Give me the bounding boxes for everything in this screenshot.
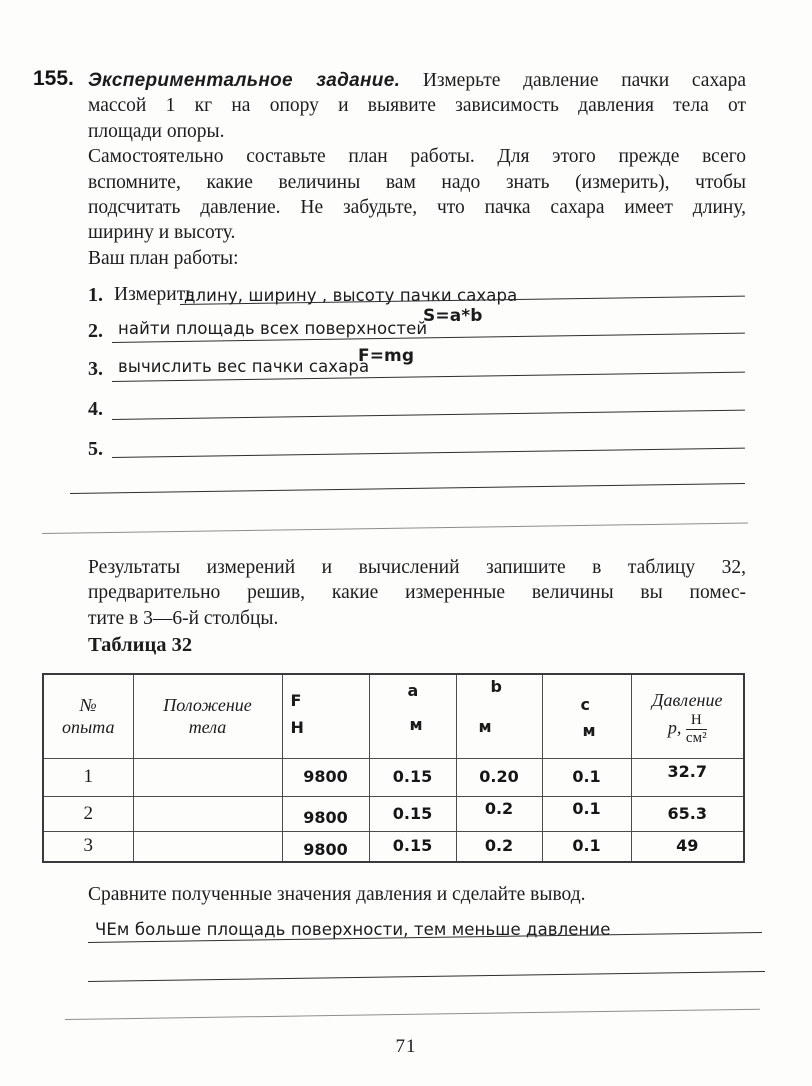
paragraph-text: Измерьте давление пачки сахара — [422, 70, 746, 91]
plan-item-4-number: 4. — [88, 398, 103, 420]
plan-item-2-number: 2. — [88, 320, 103, 342]
plan-item-3-formula: F=mg — [358, 346, 415, 366]
header-unit: м — [478, 717, 492, 736]
cell-force: 9800 — [303, 807, 348, 827]
answer-line — [112, 448, 745, 458]
header-pressure — [631, 674, 744, 758]
paragraph-line: массой 1 кг на опору и выявите зависимость давления тела от — [88, 95, 746, 117]
pressure-unit — [632, 713, 744, 746]
cell-experiment-number: 2 — [43, 796, 133, 831]
header-quantity-letter: a — [407, 681, 419, 700]
header-unit: м — [582, 721, 596, 740]
table-row — [43, 831, 744, 862]
fraction-numerator: Н — [686, 713, 707, 730]
cell-a: 0.15 — [392, 767, 433, 786]
header-text: тела — [188, 717, 227, 738]
header-quantity-letter: b — [490, 677, 502, 696]
answer-line — [112, 410, 745, 420]
cell-force: 9800 — [303, 840, 348, 860]
cell-experiment-number: 1 — [43, 758, 133, 796]
table-row — [43, 796, 744, 831]
header-body-position — [133, 674, 282, 758]
table-header-row — [43, 674, 744, 758]
header-length-a — [369, 674, 456, 758]
paragraph-line: подсчитать давление. Не забудьте, что пачка сахара имеет длину, — [88, 196, 746, 218]
cell-pressure: 49 — [676, 836, 699, 856]
page-number: 71 — [395, 1036, 417, 1057]
cell-a: 0.15 — [392, 836, 433, 856]
paragraph-line: Ваш план работы: — [88, 247, 239, 269]
header-text: № — [79, 695, 97, 716]
paragraph-line: площади опоры. — [88, 120, 225, 142]
plan-item-5-number: 5. — [88, 438, 103, 460]
answer-line — [70, 483, 745, 494]
header-quantity-letter: c — [580, 695, 590, 714]
pressure-symbol: p, — [667, 717, 682, 738]
paragraph-line: предварительно решив, какие измеренные величины вы помес- — [88, 582, 746, 604]
header-width-b — [456, 674, 542, 758]
cell-c: 0.1 — [572, 767, 601, 786]
paragraph-line: Результаты измерений и вычислений запишите в таблицу 32, — [88, 557, 746, 578]
cell-body-position — [133, 831, 282, 862]
task-title: Экспериментальное задание. — [88, 70, 401, 91]
cell-a: 0.15 — [392, 803, 433, 823]
answer-line — [42, 523, 748, 534]
plan-item-1-answer: длину, ширину , высоту пачки сахара — [184, 286, 518, 305]
task-number: 155. — [33, 67, 74, 90]
plan-item-1-number: 1. — [88, 284, 103, 306]
cell-body-position — [133, 758, 282, 796]
paragraph-line: тите в 3—6-й столбцы. — [88, 607, 279, 629]
header-unit: Н — [290, 718, 304, 737]
cell-b: 0.2 — [484, 836, 514, 856]
results-table — [42, 673, 745, 863]
table-row — [43, 758, 744, 796]
plan-item-3-answer: вычислить вес пачки сахара — [118, 357, 370, 376]
table-caption: Таблица 32 — [88, 634, 193, 656]
cell-c: 0.1 — [572, 836, 601, 856]
cell-pressure: 32.7 — [667, 762, 707, 781]
answer-line — [65, 1009, 760, 1020]
cell-b: 0.20 — [479, 767, 519, 786]
header-text: Положение — [163, 695, 252, 716]
cell-pressure: 65.3 — [667, 803, 707, 823]
paragraph-line: Самостоятельно составьте план работы. Для этого прежде всего — [88, 146, 746, 168]
cell-experiment-number: 3 — [43, 831, 133, 862]
answer-line — [88, 971, 765, 982]
plan-item-2-formula: S=a*b — [423, 306, 483, 326]
results-text — [88, 555, 746, 631]
header-text: опыта — [62, 717, 115, 738]
conclusion-prompt: Сравните полученные значения давления и сделайте вывод. — [88, 884, 586, 905]
header-unit: м — [409, 715, 423, 734]
header-experiment-number — [43, 674, 133, 758]
cell-c: 0.1 — [572, 798, 601, 818]
paragraph-line: ширину и высоту. — [88, 222, 236, 244]
unit-fraction — [686, 713, 707, 746]
cell-b: 0.2 — [484, 798, 514, 818]
header-text: Давление — [652, 690, 723, 711]
fraction-denominator: см² — [685, 730, 707, 747]
paragraph-line — [88, 68, 746, 93]
task-text — [88, 68, 746, 271]
header-quantity-letter: F — [290, 691, 302, 710]
header-force — [282, 674, 369, 758]
plan-item-3-number: 3. — [88, 358, 103, 380]
header-height-c — [542, 674, 631, 758]
conclusion-answer: ЧЕм больше площадь поверхности, тем меньше давление — [95, 920, 611, 939]
cell-body-position — [133, 796, 282, 831]
paragraph-line: вспомните, какие величины вам надо знать (измерить), чтобы — [88, 171, 746, 193]
plan-item-1-printed: Измерить — [114, 284, 195, 305]
plan-item-2-answer: найти площадь всех поверхностей — [118, 319, 428, 338]
cell-force: 9800 — [303, 767, 348, 786]
